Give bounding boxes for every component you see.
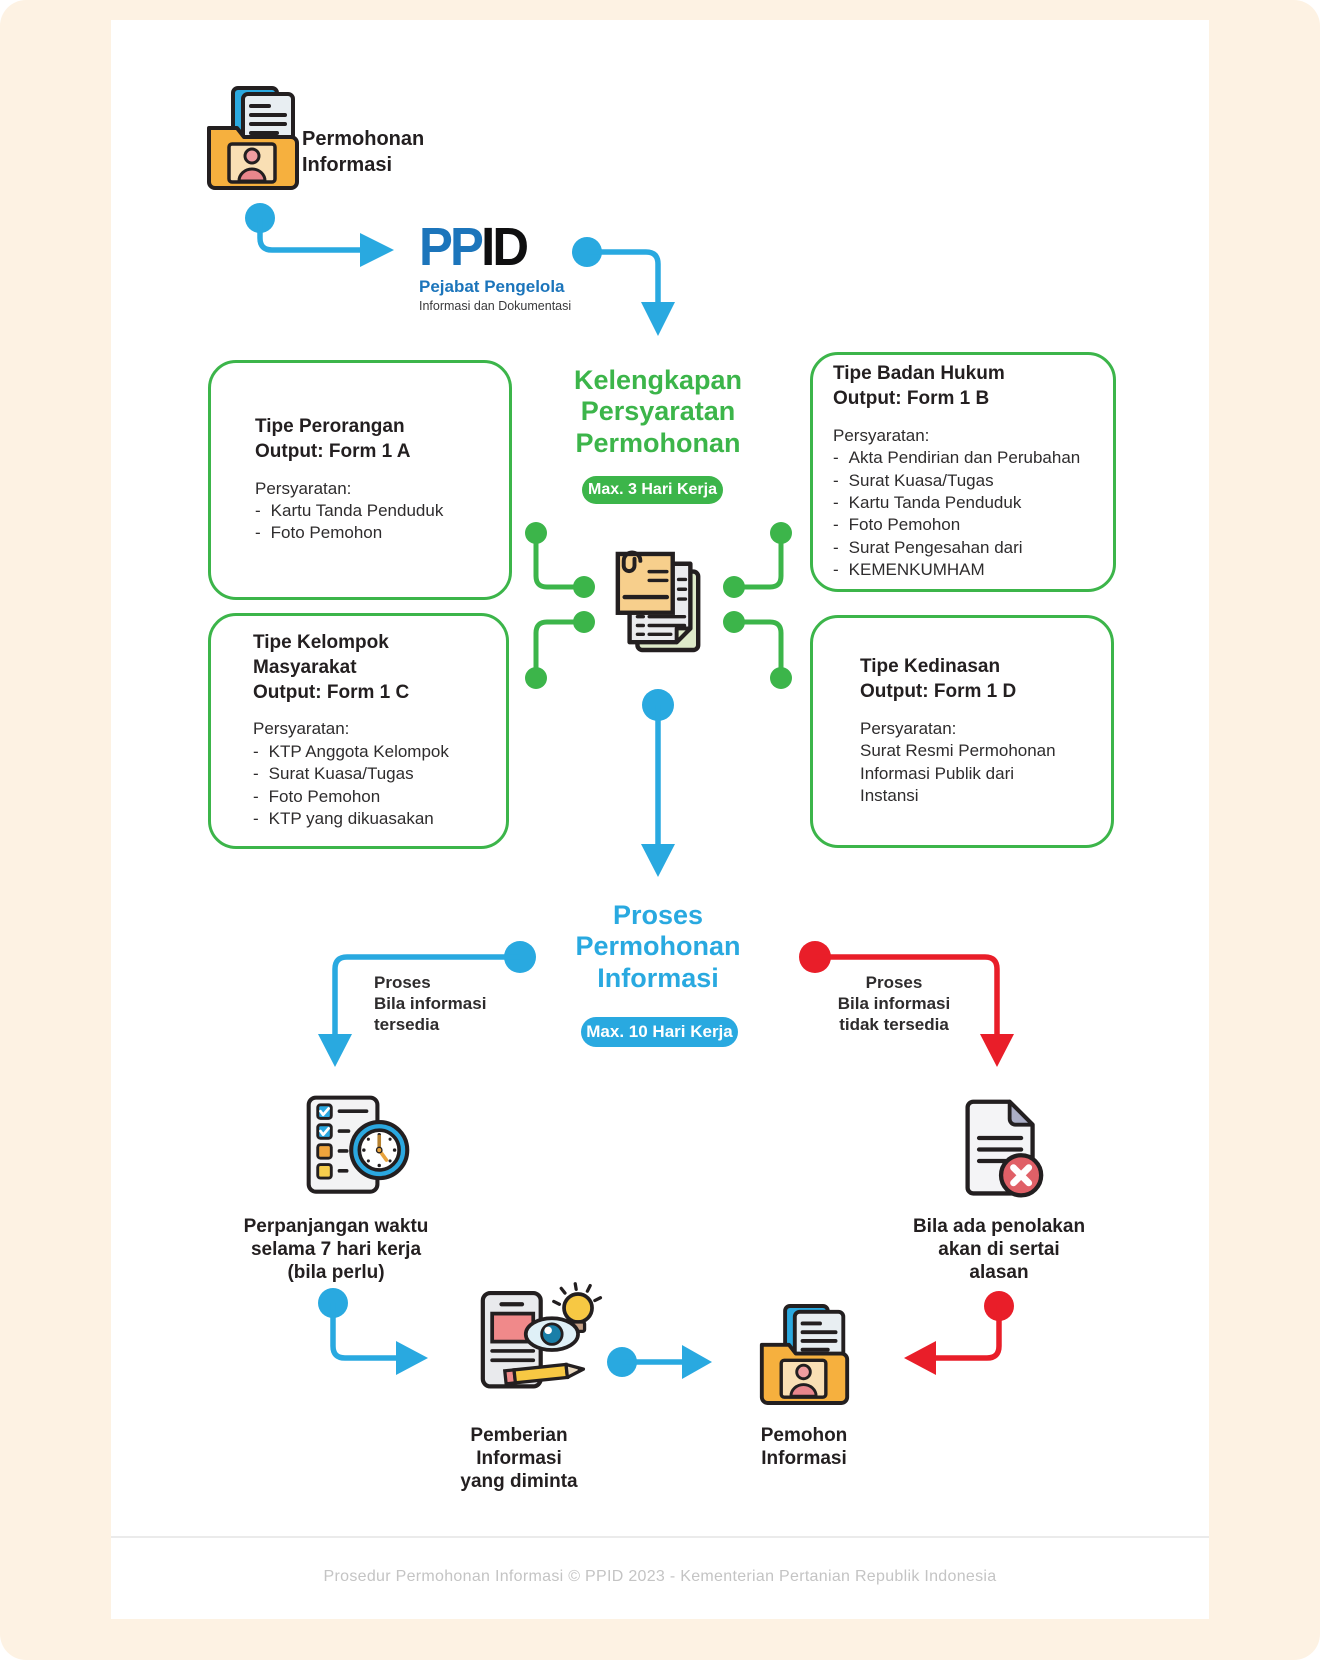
requirements-list <box>253 741 498 831</box>
requirements-label: Persyaratan: <box>255 478 352 498</box>
rejection-label: Bila ada penolakan akan di sertai alasan <box>912 1216 1086 1284</box>
requirement-item: - Kartu Tanda Penduduk <box>255 500 444 520</box>
document-rejected-icon <box>954 1096 1050 1203</box>
footer-credit: Prosedur Permohonan Informasi © PPID 2023 - Kementerian Pertanian Republik Indonesia <box>323 1568 997 1585</box>
requirements-list <box>833 447 1107 582</box>
applicant-label: Pemohon Informasi <box>760 1425 848 1470</box>
request-label: Permohonan Informasi <box>302 128 425 176</box>
requirements-label: Persyaratan: <box>860 718 957 738</box>
requirement-item: - Surat Pengesahan dari <box>833 537 1023 557</box>
ppid-subtitle1: Pejabat Pengelola <box>419 277 565 296</box>
requirements-text: Surat Resmi Permohonan Informasi Publik dari Instansi <box>860 741 1056 806</box>
box-tipe-perorangan <box>208 360 512 600</box>
box-title: Tipe Kedinasan Output: Form 1 D <box>860 656 1017 703</box>
requirement-item: - Kartu Tanda Penduduk <box>833 492 1022 512</box>
requirements-label: Persyaratan: <box>833 425 930 445</box>
delivery-label: Pemberian Informasi yang diminta <box>460 1425 578 1493</box>
requirement-item: - Foto Pemohon <box>255 523 383 543</box>
stage1-title: Kelengkapan Persyaratan Permohonan <box>573 365 743 458</box>
information-delivery-icon <box>452 1280 607 1406</box>
requirements-list <box>255 500 501 545</box>
ppid-subtitle2: Informasi dan Dokumentasi <box>419 299 572 313</box>
branch-available-label: Proses Bila informasi tersedia <box>374 973 487 1034</box>
documents-paperclip-icon <box>610 546 708 656</box>
requirement-item: - KTP Anggota Kelompok <box>253 741 449 761</box>
requirements-label: Persyaratan: <box>253 719 350 739</box>
stage1-duration-badge: Max. 3 Hari Kerja <box>582 476 723 504</box>
requirement-item: - Surat Kuasa/Tugas <box>253 764 414 784</box>
box-tipe-kedinasan <box>810 615 1114 848</box>
requirement-item: - KTP yang dikuasakan <box>253 809 434 829</box>
folder-documents-icon <box>756 1302 853 1407</box>
checklist-clock-icon <box>294 1094 412 1198</box>
requirement-item: - Surat Kuasa/Tugas <box>833 470 994 490</box>
box-title: Tipe Kelompok Masyarakat Output: Form 1 C <box>253 632 410 703</box>
stage2-title: Proses Permohonan Informasi <box>575 900 741 993</box>
stage2-duration-badge: Max. 10 Hari Kerja <box>581 1017 738 1047</box>
requirement-item: - Foto Pemohon <box>253 786 381 806</box>
requirement-item: - Foto Pemohon <box>833 515 961 535</box>
ppid-wordmark: PPID <box>419 217 527 277</box>
box-title: Tipe Perorangan Output: Form 1 A <box>255 416 411 462</box>
requirement-item: - Akta Pendirian dan Perubahan <box>833 448 1081 468</box>
box-tipe-badan-hukum <box>810 352 1116 592</box>
requirement-item: - KEMENKUMHAM <box>833 560 985 580</box>
box-tipe-kelompok-masyarakat <box>208 613 509 849</box>
extension-label: Perpanjangan waktu selama 7 hari kerja (bila perlu) <box>243 1216 429 1284</box>
ppid-logo <box>419 217 572 313</box>
folder-documents-icon <box>203 84 303 192</box>
box-title: Tipe Badan Hukum Output: Form 1 B <box>833 363 1005 409</box>
footer-divider <box>111 1536 1209 1538</box>
branch-unavailable-label: Proses Bila informasi tidak tersedia <box>837 973 951 1034</box>
